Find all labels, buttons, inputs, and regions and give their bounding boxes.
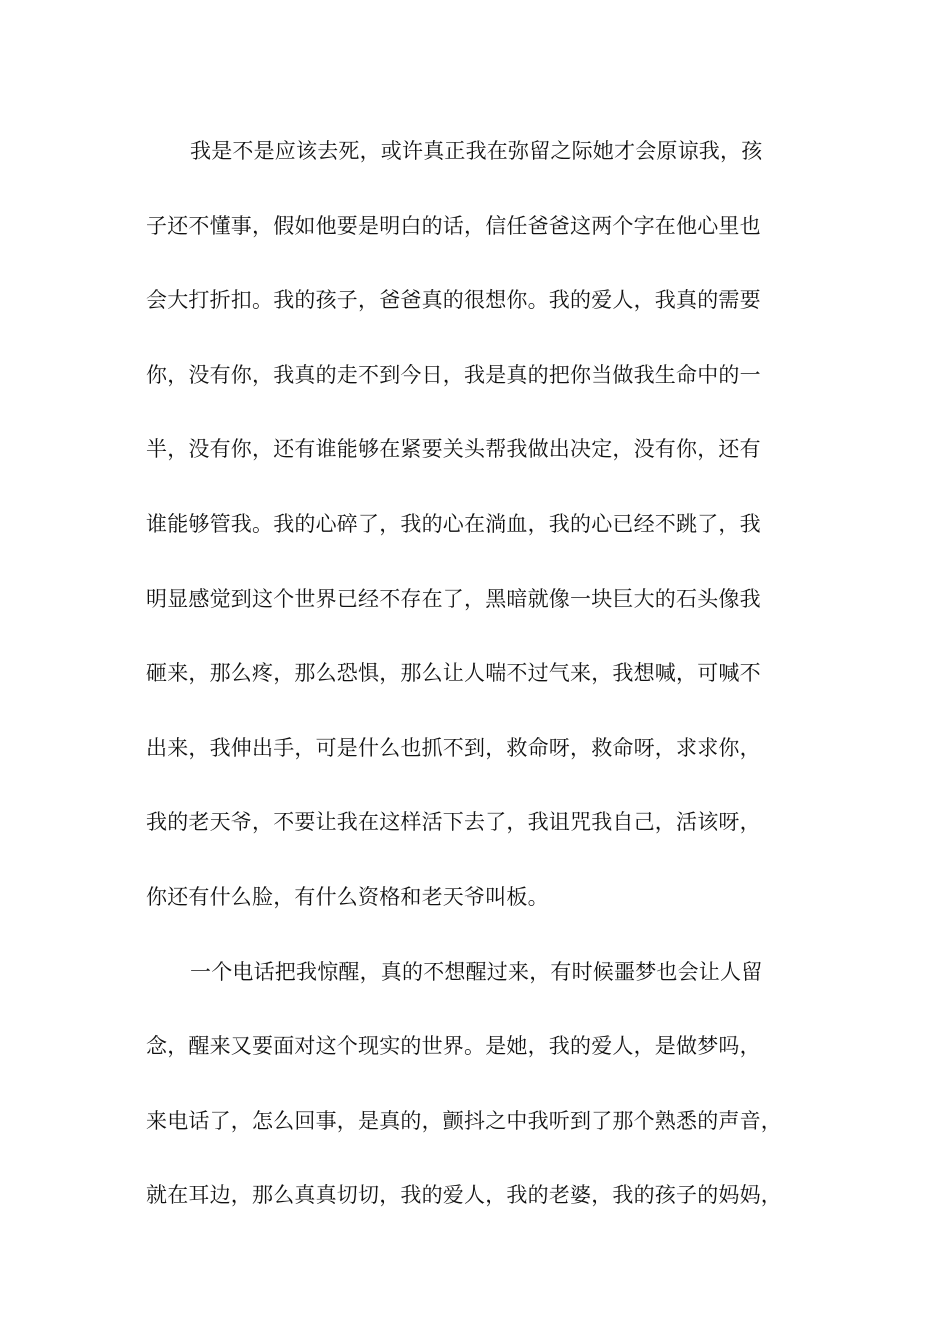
paragraph-2-line-4: 就在耳边，那么真真切切，我的爱人，我的老婆，我的孩子的妈妈， [146,1183,782,1208]
paragraph-1-line-2: 子还不懂事，假如他要是明白的话，信任爸爸这两个字在他心里也 [146,213,761,238]
paragraph-2-line-3: 来电话了，怎么回事，是真的，颤抖之中我听到了那个熟悉的声音， [146,1108,782,1133]
paragraph-1-line-6: 谁能够管我。我的心碎了，我的心在淌血，我的心已经不跳了，我 [146,511,761,536]
paragraph-1-line-5: 半，没有你，还有谁能够在紧要关头帮我做出决定，没有你，还有 [146,437,761,462]
paragraph-1-line-4: 你，没有你，我真的走不到今日，我是真的把你当做我生命中的一 [146,362,761,387]
paragraph-1-line-11: 你还有什么脸，有什么资格和老天爷叫板。 [146,884,549,909]
paragraph-1-line-3: 会大打折扣。我的孩子，爸爸真的很想你。我的爱人，我真的需要 [146,288,761,313]
paragraph-1-line-1: 我是不是应该去死，或许真正我在弥留之际她才会原谅我，孩 [190,139,763,163]
paragraph-2-line-1: 一个电话把我惊醒，真的不想醒过来，有时候噩梦也会让人留 [190,959,763,984]
paragraph-1-line-8: 砸来，那么疼，那么恐惧，那么让人喘不过气来，我想喊，可喊不 [146,661,761,686]
paragraph-1-line-9: 出来，我伸出手，可是什么也抓不到，救命呀，救命呀，求求你， [146,735,761,760]
paragraph-1-line-10: 我的老天爷，不要让我在这样活下去了，我诅咒我自己，活该呀， [146,810,761,835]
document-body [146,124,806,1243]
paragraph-1-line-7: 明显感觉到这个世界已经不存在了，黑暗就像一块巨大的石头像我 [146,586,761,611]
paragraph-2-line-2: 念，醒来又要面对这个现实的世界。是她，我的爱人，是做梦吗， [146,1034,761,1059]
